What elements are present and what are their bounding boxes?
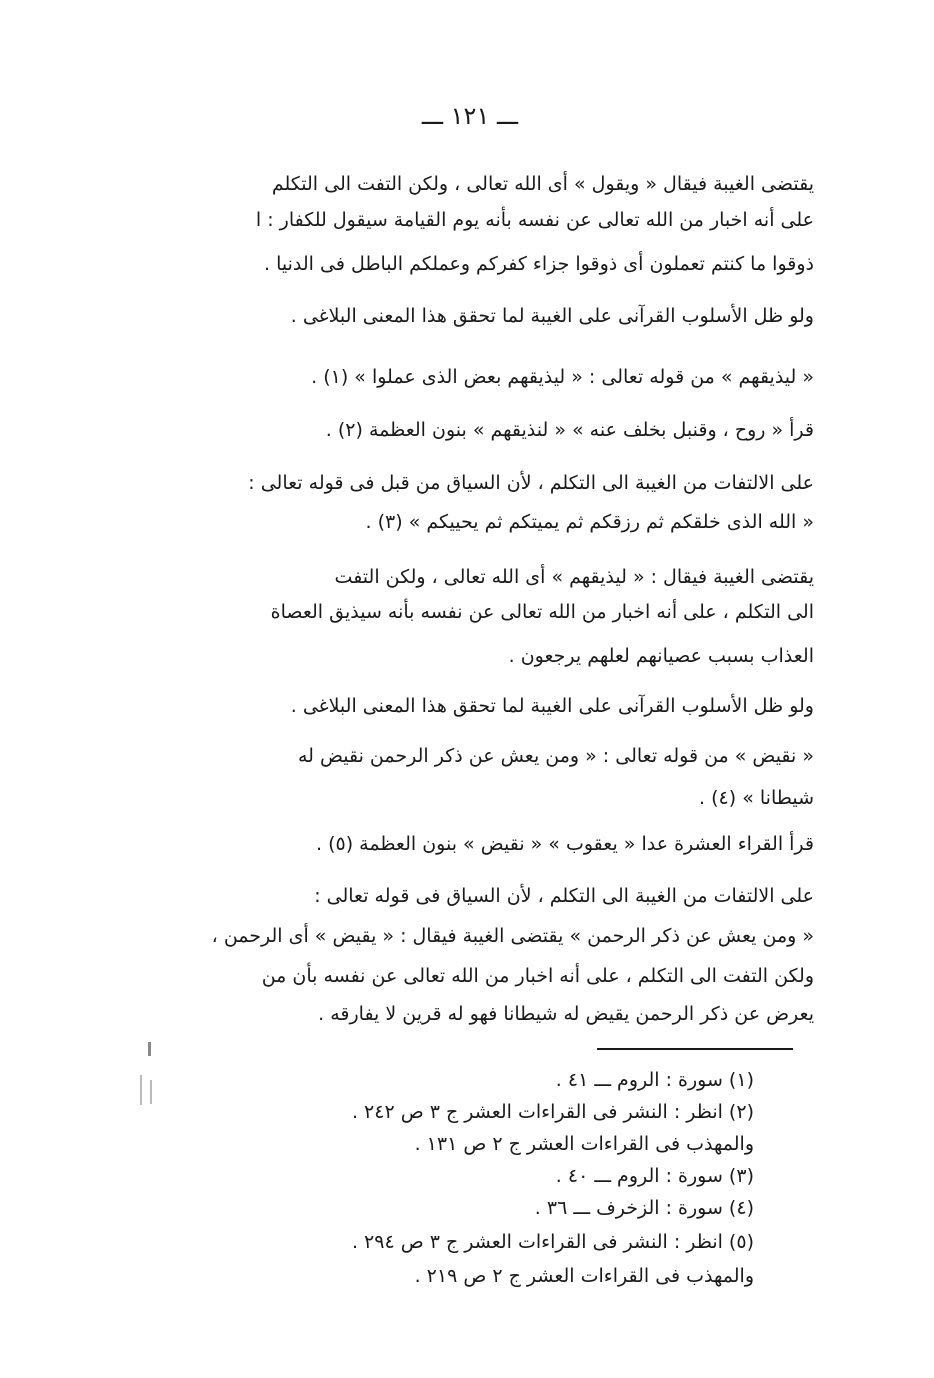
footnote: والمهذب فى القراءات العشر ج ٢ ص ٢١٩ . [414,1265,754,1287]
body-line: ولو ظل الأسلوب القرآنى على الغيبة لما تحقق هذا المعنى البلاغى . [290,695,814,717]
body-line: ذوقوا ما كنتم تعملون أى ذوقوا جزاء كفركم وعملكم الباطل فى الدنيا . [264,253,814,275]
footnote: والمهذب فى القراءات العشر ج ٢ ص ١٣١ . [414,1133,754,1155]
body-line: يعرض عن ذكر الرحمن يقيض له شيطانا فهو له قرين لا يفارقه . [318,1003,814,1025]
scan-speck [150,1080,152,1104]
body-line: الى التكلم ، على أنه اخبار من الله تعالى عن نفسه بأنه سيذيق العصاة [270,601,814,623]
body-line: العذاب بسبب عصيانهم لعلهم يرجعون . [508,645,814,667]
scan-speck [140,1075,142,1105]
scan-speck [148,1042,151,1056]
body-line: « نقيض » من قوله تعالى : « ومن يعش عن ذكر الرحمن نقيض له [297,745,814,767]
page-number: ـــ ١٢١ ـــ [421,102,519,130]
footnote: (٢) انظر : النشر فى القراءات العشر ج ٣ ص ٢٤٢ . [351,1101,754,1123]
body-line: على الالتفات من الغيبة الى التكلم ، لأن السياق من قبل فى قوله تعالى : [248,472,814,494]
footnote-separator [597,1048,793,1050]
body-line: « ومن يعش عن ذكر الرحمن » يقتضى الغيبة فيقال : « يقيض » أى الرحمن ، [211,925,814,947]
body-line: على الالتفات من الغيبة الى التكلم ، لأن السياق فى قوله تعالى : [314,885,814,907]
body-line: قرأ القراء العشرة عدا « يعقوب » « نقيض » بنون العظمة (٥) . [316,833,814,855]
body-line: « الله الذى خلقكم ثم رزقكم ثم يميتكم ثم يحييكم » (٣) . [365,511,814,533]
footnote: (٥) انظر : النشر فى القراءات العشر ج ٣ ص ٢٩٤ . [351,1231,754,1253]
body-line: ولو ظل الأسلوب القرآنى على الغيبة لما تحقق هذا المعنى البلاغى . [290,305,814,327]
body-line: على أنه اخبار من الله تعالى عن نفسه بأنه يوم القيامة سيقول للكفار : ا [255,209,814,231]
body-line: يقتضى الغيبة فيقال : « ليذيقهم » أى الله تعالى ، ولكن التفت [334,566,814,588]
footnote: (٣) سورة : الروم ـــ ٤٠ . [555,1165,754,1187]
footnote: (٤) سورة : الزخرف ـــ ٣٦ . [534,1197,754,1219]
body-line: يقتضى الغيبة فيقال « ويقول » أى الله تعالى ، ولكن التفت الى التكلم [271,173,814,195]
body-line: « ليذيقهم » من قوله تعالى : « ليذيقهم بعض الذى عملوا » (١) . [311,366,814,388]
body-line: ولكن التفت الى التكلم ، على أنه اخبار من الله تعالى عن نفسه بأن من [261,965,814,987]
footnote: (١) سورة : الروم ـــ ٤١ . [555,1069,754,1091]
body-line: قرأ « روح ، وقنبل بخلف عنه » « لنذيقهم » بنون العظمة (٢) . [325,419,814,441]
body-line: شيطانا » (٤) . [699,787,814,809]
